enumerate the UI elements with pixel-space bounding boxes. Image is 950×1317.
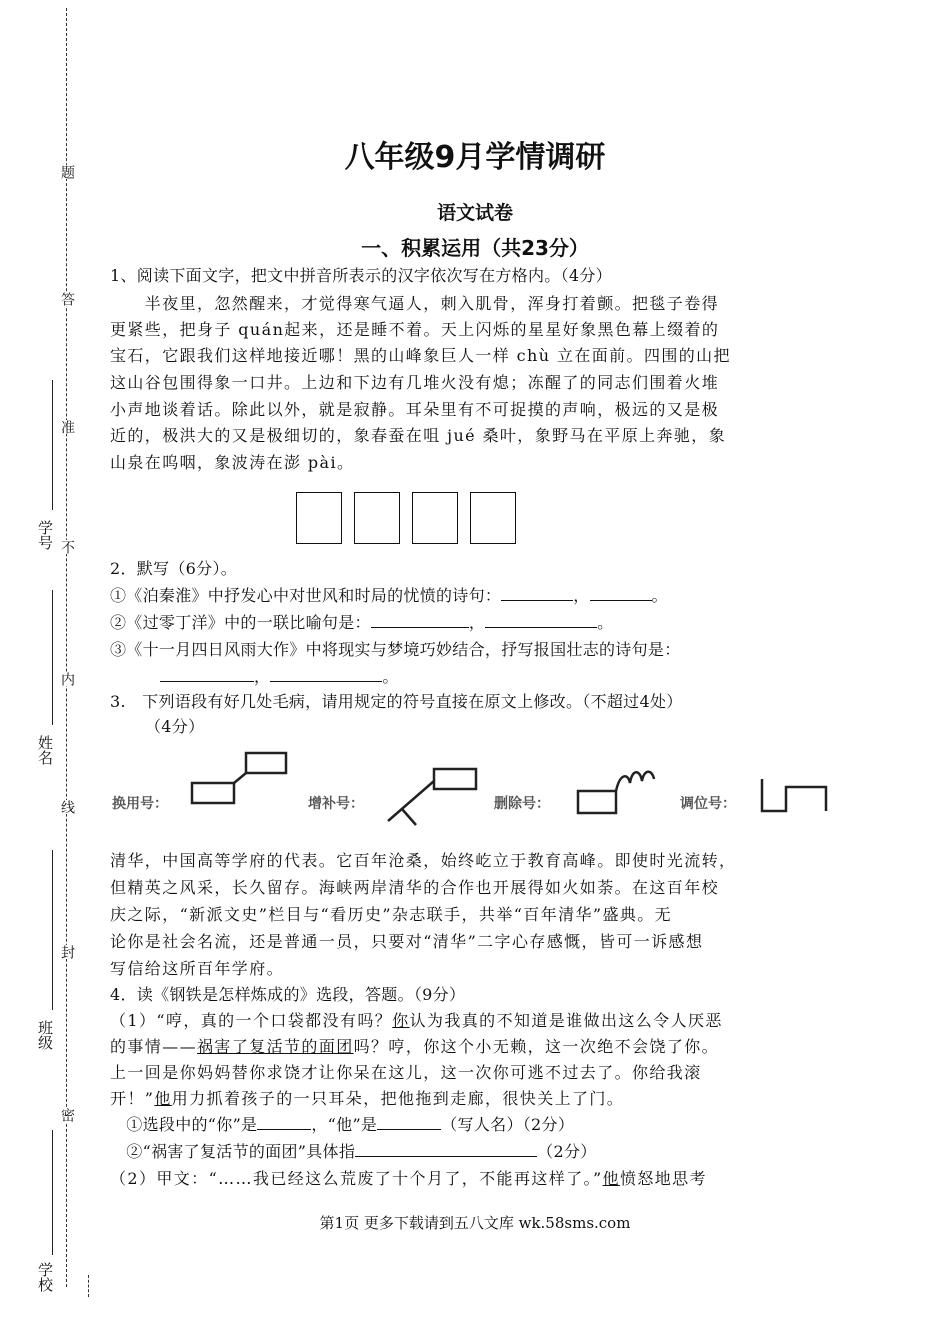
- seal-char: 密: [59, 1108, 75, 1122]
- field-line-class: [52, 850, 53, 1010]
- field-line-school: [52, 1130, 53, 1255]
- answer-blank[interactable]: [590, 584, 652, 601]
- comma: ，: [573, 586, 590, 605]
- q4-passage-line: [110, 1166, 850, 1189]
- answer-blank[interactable]: [257, 1113, 311, 1130]
- delete-symbol-icon: [574, 767, 664, 827]
- q4-text: （2）甲文：“……我已经这么荒废了十个月了，不能再这样了。”: [110, 1169, 603, 1188]
- answer-boxes: [296, 492, 528, 548]
- seal-char: 封: [59, 945, 75, 959]
- q4-text: 用力抓着孩子的一只耳朵，把他拖到走廊，很快关上了门。: [171, 1089, 625, 1108]
- q4-underlined-phrase: 祸害了复活节的面团: [197, 1037, 354, 1056]
- field-label-class: 班级: [36, 1020, 54, 1050]
- comma: ，: [254, 667, 271, 686]
- seal-char: 准: [59, 420, 75, 434]
- q3-passage-line: 庆之际，“新派文史”栏目与“看历史”杂志联手，共举“百年清华”盛典。无: [110, 905, 673, 924]
- period: 。: [597, 613, 614, 632]
- q3-score: （4分）: [145, 717, 205, 736]
- q4-sub-text: ②“祸害了复活节的面团”具体指: [110, 1142, 356, 1161]
- field-label-student-id: 学号: [36, 520, 54, 550]
- q4-underlined-ta: 他: [602, 1169, 620, 1188]
- q1-passage-line: 山泉在呜咽，象波涛在澎 pài。: [110, 453, 355, 472]
- q2-item-1-text: ①《泊秦淮》中抒发心中对世风和时局的忧愤的诗句：: [110, 586, 502, 605]
- insert-symbol-icon: [382, 759, 482, 835]
- answer-blank[interactable]: [371, 611, 469, 628]
- section-title: 一、积累运用（共23分）: [361, 236, 589, 260]
- q2-item-2-text: ②《过零丁洋》中的一联比喻句是：: [110, 613, 371, 632]
- q4-sub-2: [110, 1139, 850, 1162]
- q4-text: 认为我真的不知道是谁做出这么令人厌恶: [409, 1011, 723, 1030]
- q4-prompt: 4．读《钢铁是怎样炼成的》选段，答题。（9分）: [110, 985, 466, 1004]
- q4-sub-text: （2分）: [537, 1142, 597, 1161]
- page-title: 八年级9月学情调研: [344, 140, 606, 175]
- q4-passage-line: [110, 1086, 850, 1109]
- q4-sub-1: [110, 1112, 850, 1135]
- q4-sub-text: ①选段中的“你”是: [110, 1115, 258, 1134]
- q4-sub-text: ，“他”是: [311, 1115, 378, 1134]
- period: 。: [651, 586, 668, 605]
- q3-prompt: 3. 下列语段有好几处毛病，请用规定的符号直接在原文上修改。（不超过4处）: [110, 692, 683, 711]
- q1-passage-line: 半夜里，忽然醒来，才觉得寒气逼人，刺入肌骨，浑身打着颤。把毯子卷得: [110, 294, 720, 313]
- q4-passage-line: 上一回是你妈妈替你求饶才让你呆在这儿，这一次你可逃不过去了。你给我滚: [110, 1063, 702, 1082]
- q4-passage-line: [110, 1034, 850, 1057]
- q2-prompt: 2．默写（6分）。: [110, 559, 238, 578]
- answer-box[interactable]: [296, 492, 342, 544]
- q1-passage-line: 宝石，它跟我们这样地接近哪！黑的山峰象巨人一样 chù 立在面前。四围的山把: [110, 346, 731, 365]
- answer-blank[interactable]: [377, 1113, 441, 1130]
- seal-char: 线: [59, 800, 75, 814]
- comma: ，: [468, 613, 486, 632]
- q3-passage-line: 写信给这所百年学府。: [110, 959, 285, 978]
- q1-passage-line: 小声地谈着话。除此以外，就是寂静。耳朵里有不可捉摸的声响，极远的又是极: [110, 400, 720, 419]
- q4-text: （1）“哼，真的一个口袋都没有吗？: [110, 1011, 393, 1030]
- q2-item-1: [110, 583, 850, 606]
- seal-char: 不: [59, 540, 75, 554]
- answer-blank[interactable]: [355, 1140, 537, 1157]
- answer-blank[interactable]: [270, 665, 382, 682]
- page-subtitle: 语文试卷: [436, 202, 513, 224]
- seal-char: 题: [59, 165, 75, 179]
- q4-underlined-ta: 他: [154, 1089, 172, 1108]
- correction-symbols: [108, 745, 838, 835]
- field-line-student-id: [52, 380, 53, 510]
- symbol-label-insert: 增补号：: [308, 796, 364, 812]
- answer-box[interactable]: [470, 492, 516, 544]
- seal-char: 内: [59, 672, 75, 686]
- q4-passage-line: [110, 1008, 850, 1031]
- q1-prompt: 1、阅读下面文字，把文中拼音所表示的汉字依次写在方格内。（4分）: [110, 266, 612, 285]
- field-label-name: 姓名: [36, 735, 54, 765]
- symbol-label-delete: 删除号：: [494, 796, 550, 812]
- symbol-label-reorder: 调位号：: [680, 796, 736, 812]
- q1-passage-line: 这山谷包围得象一口井。上边和下边有几堆火没有熄；冻醒了的同志们围着火堆: [110, 373, 720, 392]
- q4-underlined-ni: 你: [392, 1011, 410, 1030]
- field-label-school: 学校: [36, 1262, 54, 1292]
- answer-blank[interactable]: [485, 611, 597, 628]
- period: 。: [382, 667, 399, 686]
- q4-text: 愤怒地思考: [619, 1169, 707, 1188]
- q3-passage-line: 清华，中国高等学府的代表。它百年沧桑，始终屹立于教育高峰。即使时光流转，: [110, 851, 737, 870]
- q2-item-3-blanks: [160, 664, 900, 687]
- field-line-name: [52, 590, 53, 725]
- q3-passage-line: 论你是社会名流，还是普通一员，只要对“清华”二字心存感慨，皆可一诉感想: [110, 932, 704, 951]
- page-footer: 第1页 更多下载请到五八文库 wk.58sms.com: [319, 1214, 631, 1232]
- symbol-label-replace: 换用号：: [112, 796, 168, 812]
- answer-blank[interactable]: [160, 665, 254, 682]
- q4-text: 的事情——: [110, 1037, 198, 1056]
- q2-item-3: ③《十一月四日风雨大作》中将现实与梦境巧妙结合，抒写报国壮志的诗句是：: [110, 640, 681, 659]
- answer-box[interactable]: [412, 492, 458, 544]
- reorder-symbol-icon: [754, 775, 838, 825]
- q1-passage-line: 近的，极洪大的又是极细切的，象春蚕在咀 jué 桑叶，象野马在平原上奔驰，象: [110, 426, 727, 445]
- q2-item-2: [110, 610, 850, 633]
- q4-sub-text: （写人名）（2分）: [441, 1115, 575, 1134]
- binding-dashed-line-short: [88, 1275, 89, 1297]
- q4-text: 吗？哼，你这个小无赖，这一次绝不会饶了你。: [353, 1037, 720, 1056]
- replace-symbol-icon: [188, 745, 288, 815]
- answer-box[interactable]: [354, 492, 400, 544]
- q1-passage-line: 更紧些，把身子 quán起来，还是睡不着。天上闪烁的星星好象黑色幕上缀着的: [110, 320, 720, 339]
- seal-char: 答: [59, 292, 75, 306]
- answer-blank[interactable]: [501, 584, 573, 601]
- q4-text: 开！”: [110, 1089, 155, 1108]
- q3-passage-line: 但精英之风采，长久留存。海峡两岸清华的合作也开展得如火如荼。在这百年校: [110, 878, 720, 897]
